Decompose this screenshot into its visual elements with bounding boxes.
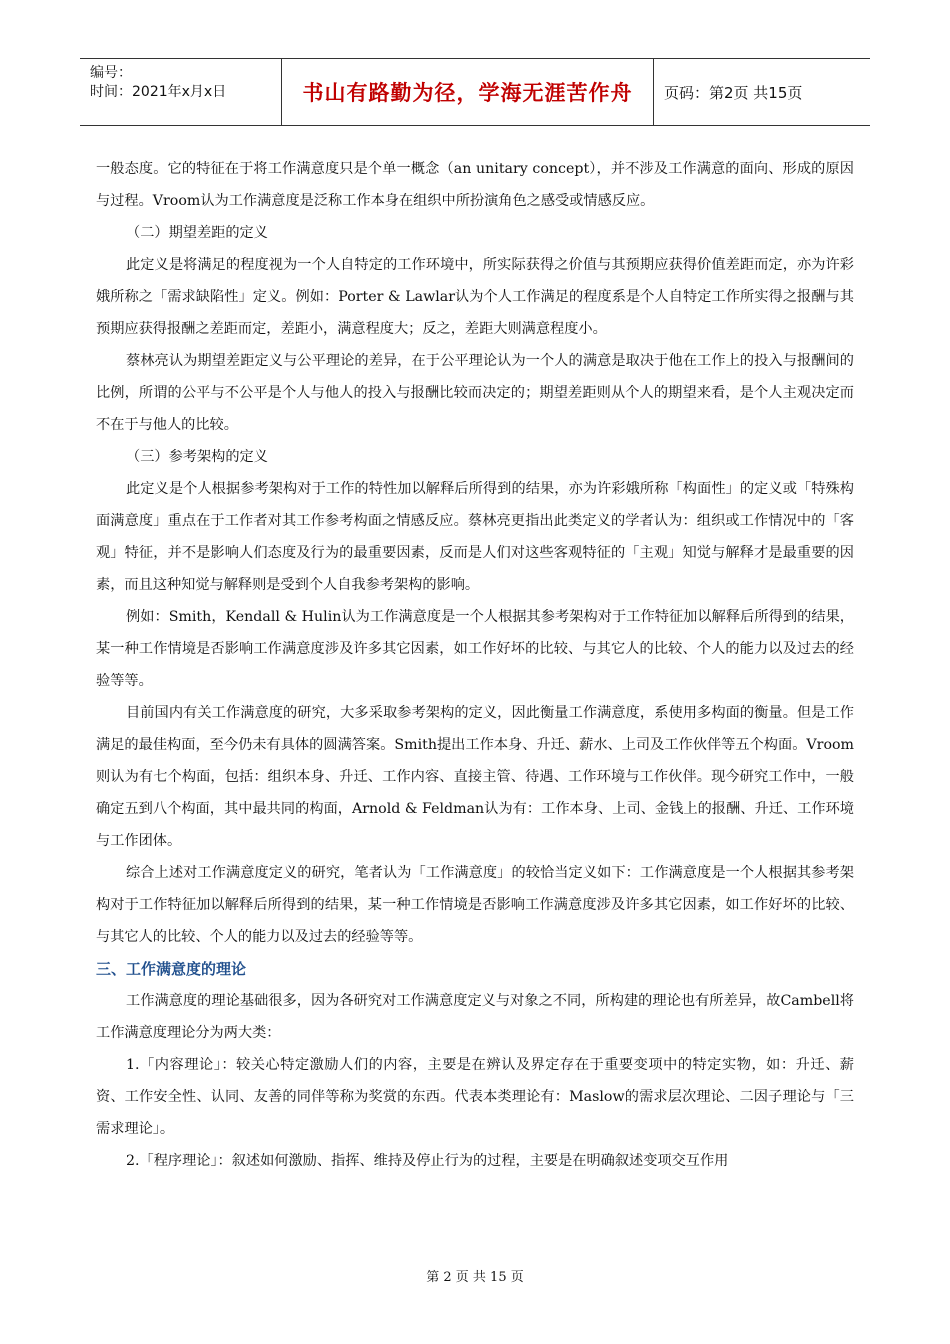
paragraph: 综合上述对工作满意度定义的研究，笔者认为「工作满意度」的较恰当定义如下：工作满意度是一个人根据其参考架构对于工作特征加以解释后所得到的结果，某一种工作情境是否影响工作满意度涉及许多其它因素，如工作好坏的比较、与其它人的比较、个人的能力以及过去的经验等等。 (96, 865, 854, 945)
subsection-heading: （二）期望差距的定义 (126, 225, 268, 241)
paragraph: 蔡林亮认为期望差距定义与公平理论的差异，在于公平理论认为一个人的满意是取决于他在工作上的投入与报酬间的比例，所谓的公平与不公平是个人与他人的投入与报酬比较而决定的；期望差距则从个人的期望来看，是个人主观决定而不在于与他人的比较。 (96, 353, 854, 433)
paragraph: 此定义是将满足的程度视为一个人自特定的工作环境中，所实际获得之价值与其预期应获得价值差距而定，亦为许彩娥所称之「需求缺陷性」定义。例如：Porter & Lawlar认为个人工作满足的程度系是个人自特定工作所实得之报酬与其预期应获得报酬之差距而定，差距小，满意程度大；反之，差距大则满意程度小。 (96, 257, 854, 337)
paragraph: 例如：Smith，Kendall & Hulin认为工作满意度是一个人根据其参考架构对于工作特征加以解释后所得到的结果，某一种工作情境是否影响工作满意度涉及许多其它因素，如工作好坏的比较、与其它人的比较、个人的能力以及过去的经验等等。 (96, 609, 854, 689)
document-time-label: 时间：2021年x月x日 (90, 84, 227, 100)
paragraph: 此定义是个人根据参考架构对于工作的特性加以解释后所得到的结果，亦为许彩娥所称「构面性」的定义或「特殊构面满意度」重点在于工作者对其工作参考构面之情感反应。蔡林亮更指出此类定义的学者认为：组织或工作情况中的「客观」特征，并不是影响人们态度及行为的最重要因素，反而是人们对这些客观特征的「主观」知觉与解释才是最重要的因素，而且这种知觉与解释则是受到个人自我参考架构的影响。 (96, 481, 854, 593)
document-number-label: 编号： (90, 65, 132, 81)
header-meta (80, 59, 281, 125)
subsection-heading: （三）参考架构的定义 (126, 449, 268, 465)
page-header (80, 58, 870, 126)
paragraph: 2.「程序理论」：叙述如何激励、指挥、维持及停止行为的过程，主要是在明确叙述变项交互作用 (126, 1153, 729, 1169)
paragraph: 一般态度。它的特征在于将工作满意度只是个单一概念（an unitary concept），并不涉及工作满意的面向、形成的原因与过程。Vroom认为工作满意度是泛称工作本身在组织中所扮演角色之感受或情感反应。 (96, 161, 854, 209)
header-page-info: 页码：第2页 共15页 (664, 83, 803, 102)
section-heading: 三、工作满意度的理论 (96, 960, 247, 978)
paragraph: 1.「内容理论」：较关心特定激励人们的内容，主要是在辨认及界定存在于重要变项中的特定实物，如：升迁、薪资、工作安全性、认同、友善的同伴等称为奖赏的东西。代表本类理论有：Maslow的需求层次理论、二因子理论与「三需求理论」。 (96, 1057, 854, 1137)
page-footer: 第 2 页 共 15 页 (426, 1270, 524, 1285)
header-motto: 书山有路勤为径，学海无涯苦作舟 (281, 59, 654, 125)
paragraph: 目前国内有关工作满意度的研究，大多采取参考架构的定义，因此衡量工作满意度，系使用多构面的衡量。但是工作满足的最佳构面，至今仍未有具体的圆满答案。Smith提出工作本身、升迁、薪水、上司及工作伙伴等五个构面。Vroom则认为有七个构面，包括：组织本身、升迁、工作内容、直接主管、待遇、工作环境与工作伙伴。现今研究工作中，一般确定五到八个构面，其中最共同的构面，Arnold & Feldman认为有：工作本身、上司、金钱上的报酬、升迁、工作环境与工作团体。 (96, 705, 854, 849)
document-body (96, 153, 854, 1177)
paragraph: 工作满意度的理论基础很多，因为各研究对工作满意度定义与对象之不同，所构建的理论也有所差异，故Cambell将工作满意度理论分为两大类： (96, 993, 854, 1041)
